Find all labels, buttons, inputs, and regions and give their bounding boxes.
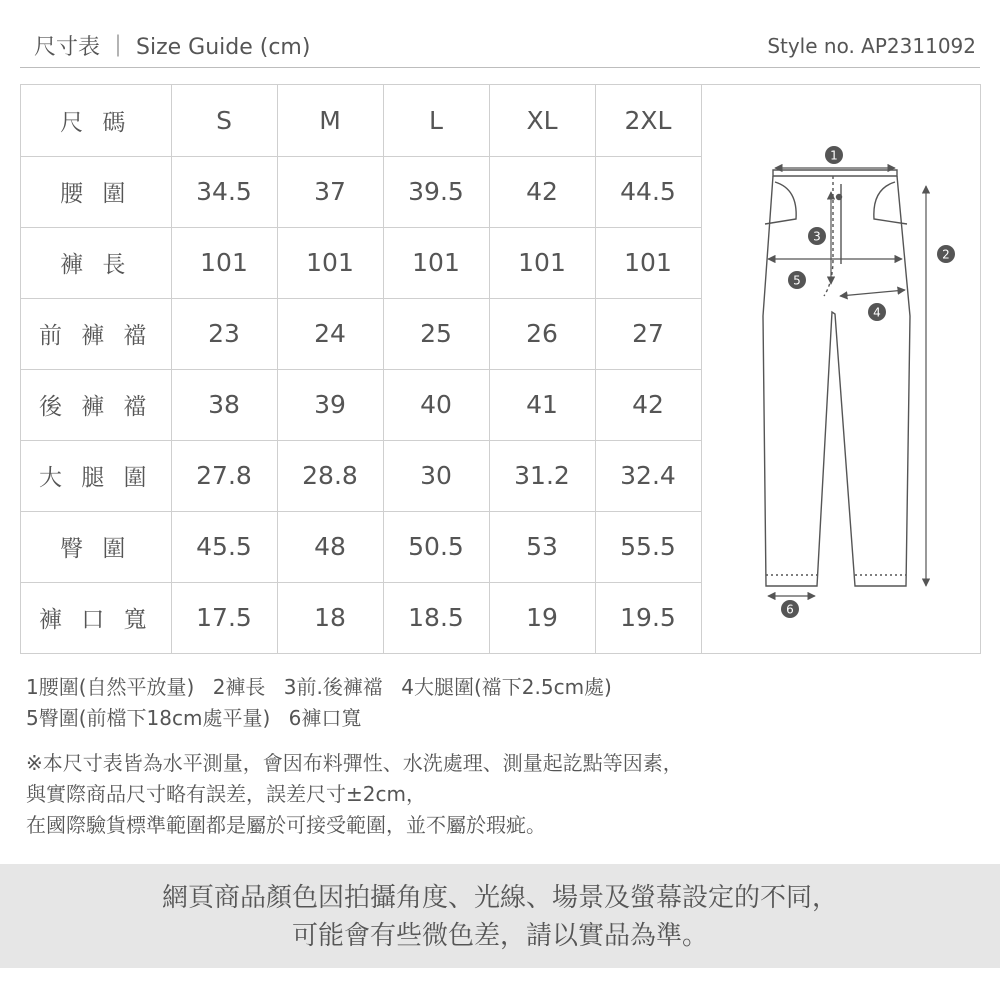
table-cell: 42: [489, 156, 595, 227]
table-cell: 34.5: [171, 156, 277, 227]
table-row: [21, 227, 701, 298]
table-cell: 50.5: [383, 511, 489, 582]
notes-line-2: [26, 703, 612, 734]
table-cell: 101: [277, 227, 383, 298]
table-row: [21, 582, 701, 653]
table-cell: 38: [171, 369, 277, 440]
note-item: 2褲長: [212, 675, 266, 699]
table-cell: 27.8: [171, 440, 277, 511]
svg-text:3: 3: [813, 229, 821, 244]
size-table: [21, 85, 702, 654]
size-header-s: S: [171, 85, 277, 156]
table-cell: 101: [171, 227, 277, 298]
table-cell: 31.2: [489, 440, 595, 511]
notes-line-1: [26, 672, 612, 703]
size-header-xl: XL: [489, 85, 595, 156]
table-cell: 39: [277, 369, 383, 440]
table-cell: 37: [277, 156, 383, 227]
row-label: 後 褲 襠: [21, 369, 171, 440]
row-label: 大 腿 圍: [21, 440, 171, 511]
size-header-l: L: [383, 85, 489, 156]
row-label: 腰 圍: [21, 156, 171, 227]
table-cell: 32.4: [595, 440, 701, 511]
table-cell: 27: [595, 298, 701, 369]
table-cell: 39.5: [383, 156, 489, 227]
table-cell: 45.5: [171, 511, 277, 582]
row-label: 褲 口 寬: [21, 582, 171, 653]
table-cell: 53: [489, 511, 595, 582]
table-row: [21, 298, 701, 369]
note-item: 3前.後褲襠: [283, 675, 383, 699]
measurement-notes: [26, 672, 612, 734]
table-row: [21, 369, 701, 440]
row-label: 前 褲 襠: [21, 298, 171, 369]
size-header-2xl: 2XL: [595, 85, 701, 156]
note-item: 6褲口寬: [288, 706, 362, 730]
note-item: 5臀圍(前檔下18cm處平量): [26, 706, 271, 730]
table-cell: 19.5: [595, 582, 701, 653]
table-cell: 28.8: [277, 440, 383, 511]
marker-4: [868, 303, 886, 321]
table-cell: 48: [277, 511, 383, 582]
marker-3: [808, 227, 826, 245]
svg-text:6: 6: [786, 602, 794, 617]
svg-text:5: 5: [793, 273, 801, 288]
table-cell: 41: [489, 369, 595, 440]
table-cell: 26: [489, 298, 595, 369]
disclaimer-line: 在國際驗貨標準範圍都是屬於可接受範圍，並不屬於瑕疵。: [26, 813, 546, 837]
svg-text:1: 1: [830, 148, 838, 163]
table-cell: 42: [595, 369, 701, 440]
page-title: 尺寸表 ｜ Size Guide (cm): [34, 35, 311, 60]
style-number: Style no. AP2311092: [767, 34, 976, 58]
color-notice-line: 網頁商品顏色因拍攝角度、光線、場景及螢幕設定的不同，: [161, 883, 838, 913]
header-bar: [20, 28, 980, 68]
color-notice-line: 可能會有些微色差，請以實品為準。: [291, 921, 708, 951]
table-cell: 17.5: [171, 582, 277, 653]
pants-outline: [763, 170, 910, 586]
table-cell: 101: [383, 227, 489, 298]
table-cell: 18.5: [383, 582, 489, 653]
table-cell: 25: [383, 298, 489, 369]
table-row: [21, 440, 701, 511]
table-cell: 18: [277, 582, 383, 653]
disclaimer-line: ※本尺寸表皆為水平測量，會因布料彈性、水洗處理、測量起訖點等因素，: [26, 751, 683, 775]
table-row: [21, 156, 701, 227]
table-cell: 24: [277, 298, 383, 369]
color-notice-banner: [0, 864, 1000, 968]
note-item: 1腰圍(自然平放量): [26, 675, 195, 699]
marker-2: [937, 245, 955, 263]
table-header-row: [21, 85, 701, 156]
marker-1: [825, 146, 843, 164]
table-row: [21, 511, 701, 582]
disclaimer-line: 與實際商品尺寸略有誤差，誤差尺寸±2cm，: [26, 782, 426, 806]
size-header-m: M: [277, 85, 383, 156]
note-item: 4大腿圍(襠下2.5cm處): [401, 675, 612, 699]
table-cell: 40: [383, 369, 489, 440]
table-cell: 30: [383, 440, 489, 511]
table-cell: 101: [489, 227, 595, 298]
measurement-disclaimer: [26, 748, 683, 841]
row-label: 褲 長: [21, 227, 171, 298]
table-cell: 23: [171, 298, 277, 369]
marker-5: [788, 271, 806, 289]
table-cell: 101: [595, 227, 701, 298]
pants-diagram: [700, 84, 980, 654]
svg-text:2: 2: [942, 247, 950, 262]
table-cell: 55.5: [595, 511, 701, 582]
size-header-label: 尺 碼: [21, 85, 171, 156]
table-cell: 44.5: [595, 156, 701, 227]
svg-text:4: 4: [873, 305, 881, 320]
table-cell: 19: [489, 582, 595, 653]
marker-6: [781, 600, 799, 618]
row-label: 臀 圍: [21, 511, 171, 582]
